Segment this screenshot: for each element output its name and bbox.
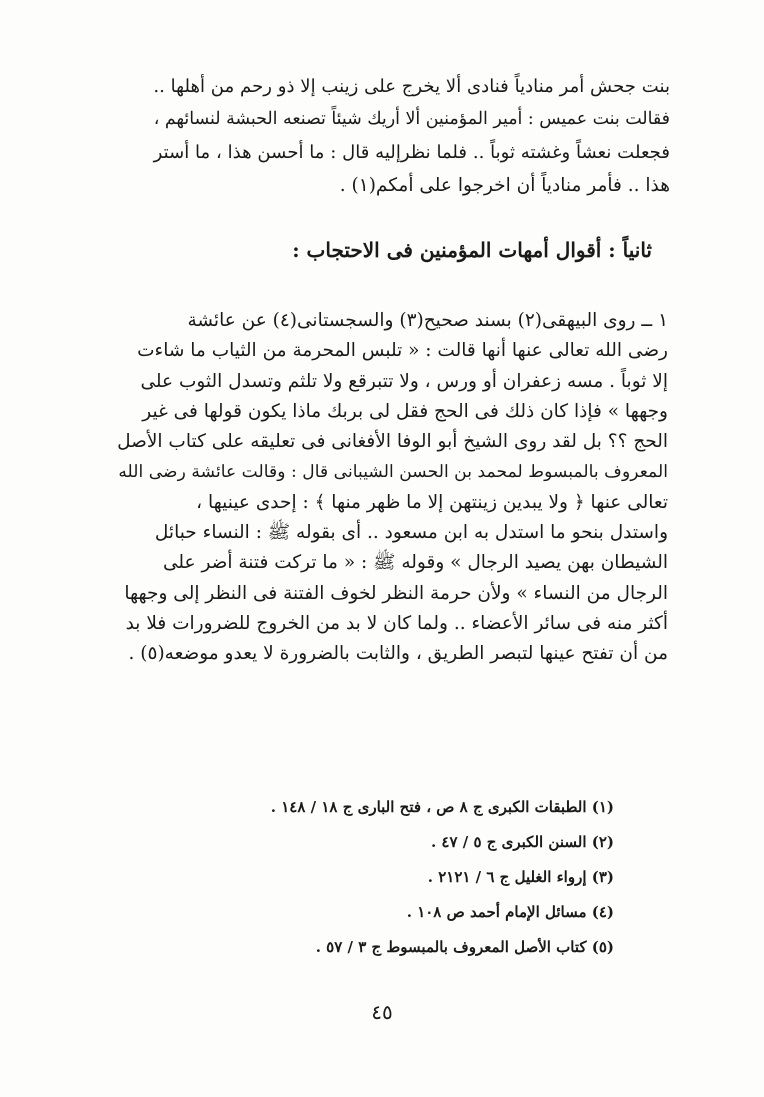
body-paragraph: [112, 306, 668, 670]
text-line: تعالى عنها ﴿ ولا يبدين زينتهن إلا ما ظهر منها ﴾ : إحدى عينيها ،: [196, 491, 668, 513]
text-line: رضى الله تعالى عنها أنها قالت : « تلبس المحرمة من الثياب ما شاءت: [137, 340, 668, 362]
page-number: ٤٥: [371, 1000, 393, 1024]
text-line: فقالت بنت عميس : أمير المؤمنين ألا أريك شيئاً تصنعه الحبشة لنسائهم ،: [153, 109, 670, 129]
text-line: وجهها » فإذا كان ذلك فى الحج فقل لى بربك ماذا يكون قولها فى غير: [142, 400, 668, 422]
footnote: (٣) إرواء الغليل ج ٦ / ٢١٢١ .: [427, 868, 614, 886]
text-line: الرجال من النساء » ولأن حرمة النظر لخوف الفتنة فى النظر إلى وجهها: [124, 582, 668, 604]
text-line: من أن تفتح عينها لتبصر الطريق ، والثابت بالضرورة لا يعدو موضعه(٥) .: [128, 643, 668, 665]
footnote: (٤) مسائل الإمام أحمد ص ١٠٨ .: [406, 903, 614, 921]
text-line: الحج ؟؟ بل لقد روى الشيخ أبو الوفا الأفغانى فى تعليقه على كتاب الأصل: [117, 431, 668, 453]
footnotes: [214, 790, 614, 965]
text-line: هذا .. فأمر منادياً أن اخرجوا على أمكم(١) .: [339, 175, 670, 196]
footnote: (٥) كتاب الأصل المعروف بالمبسوط ج ٣ / ٥٧ .: [315, 938, 614, 956]
footnote: (٢) السنن الكبرى ج ٥ / ٤٧ .: [430, 833, 614, 851]
footnote: (١) الطبقات الكبرى ج ٨ ص ، فتح البارى ج ١٨ / ١٤٨ .: [270, 798, 614, 816]
section-heading: ثانياً : أقوال أمهات المؤمنين فى الاحتجاب :: [292, 238, 652, 262]
text-line: المعروف بالمبسوط لمحمد بن الحسن الشيبانى قال : وقالت عائشة رضى الله: [118, 462, 668, 483]
text-line: ١ ــ روى البيهقى(٢) بسند صحيح(٣) والسجستانى(٤) عن عائشة: [187, 310, 668, 331]
text-line: بنت جحش أمر منادياً فنادى ألا يخرج على زينب إلا ذو رحم من أهلها ..: [153, 76, 670, 97]
intro-paragraph: [148, 70, 670, 202]
text-line: أكثر منه فى سائر الأعضاء .. ولما كان لا بد من الخروج للضرورات فلا بد: [125, 612, 668, 634]
text-line: واستدل بنحو ما استدل به ابن مسعود .. أى بقوله ﷺ : النساء حبائل: [154, 522, 668, 544]
text-line: فجعلت نعشاً وغشته ثوباً .. فلما نظرإليه قال : ما أحسن هذا ، ما أستر: [153, 142, 670, 163]
text-line: الشيطان بهن يصيد الرجال » وقوله ﷺ : « ما تركت فتنة أضر على: [162, 552, 668, 574]
text-line: إلا ثوباً . مسه زعفران أو ورس ، ولا تتبرقع ولا تلثم وتسدل الثوب على: [140, 370, 668, 392]
